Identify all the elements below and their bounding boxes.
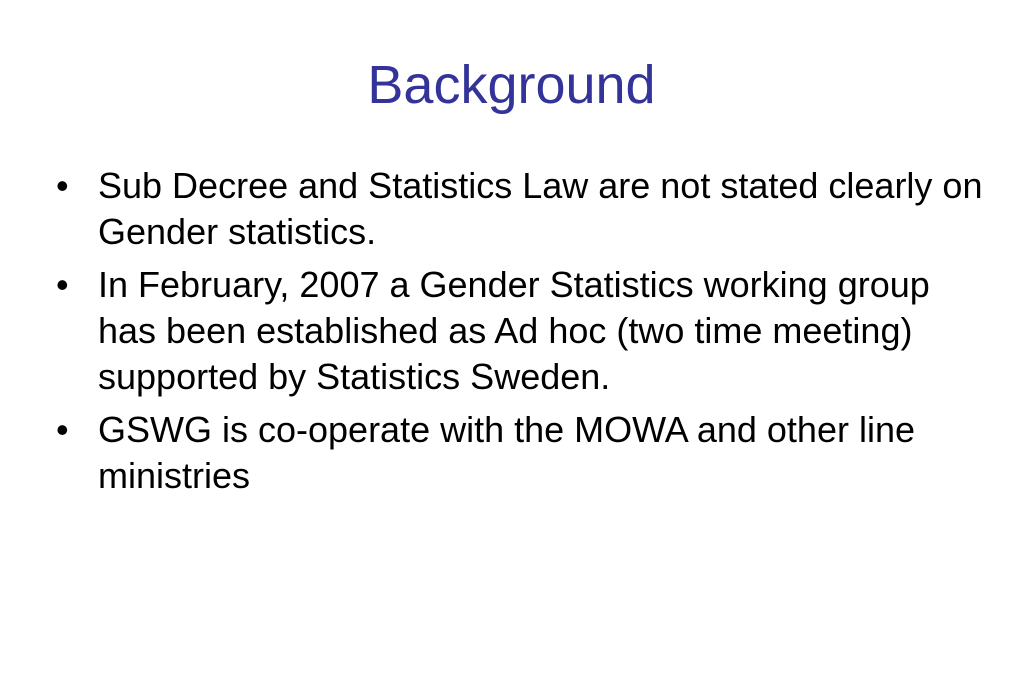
list-item: [56, 407, 986, 499]
slide-title: Background: [367, 55, 656, 115]
bullet-icon: •: [56, 165, 69, 206]
bullet-text: Sub Decree and Statistics Law are not stated clearly on Gender statistics.: [98, 165, 983, 252]
bullet-text: GSWG is co-operate with the MOWA and other line ministries: [98, 409, 915, 496]
list-item: [56, 163, 986, 255]
bullet-text: In February, 2007 a Gender Statistics working group has been established as Ad hoc (two time meeting) supported by Statistics Sweden.: [98, 264, 930, 397]
list-item: [56, 262, 986, 400]
bullet-icon: •: [56, 264, 69, 305]
bullet-icon: •: [56, 409, 69, 450]
bullet-list: [56, 163, 986, 506]
